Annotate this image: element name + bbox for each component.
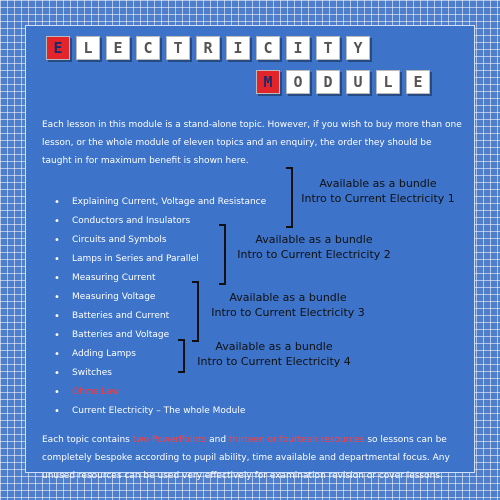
bundle-name: Intro to Current Electricity 3 <box>211 306 365 319</box>
topic-label: Measuring Voltage <box>72 292 156 302</box>
bullet-icon: • <box>54 292 60 303</box>
title-row-module <box>256 70 430 94</box>
title-letter: L <box>376 70 400 94</box>
intro-paragraph: Each lesson in this module is a stand-alone topic. However, if you wish to buy more than one lesson, or the whole module of eleven topics and an enquiry, the order they should be taught in for maximum benefit is shown here. <box>42 120 462 166</box>
bullet-icon: • <box>54 311 60 322</box>
title-letter: T <box>316 36 340 60</box>
topic-label: Batteries and Voltage <box>72 330 170 340</box>
list-item <box>50 212 266 231</box>
list-item <box>50 383 266 402</box>
bullet-icon: • <box>54 368 60 379</box>
content-panel <box>26 26 474 481</box>
title-letter: C <box>256 36 280 60</box>
bundle-available-text: Available as a bundle <box>255 233 373 246</box>
topic-label: Conductors and Insulators <box>72 216 191 226</box>
bullet-icon: • <box>54 349 60 360</box>
title-letter: O <box>286 70 310 94</box>
list-item <box>50 269 266 288</box>
title-letter: E <box>46 36 70 60</box>
bundle-label-1 <box>288 176 468 206</box>
bullet-icon: • <box>54 273 60 284</box>
topic-label: Explaining Current, Voltage and Resistance <box>72 197 267 207</box>
title-letter: I <box>226 36 250 60</box>
topic-label: Adding Lamps <box>72 349 136 359</box>
title-letter: E <box>406 70 430 94</box>
bundle-name: Intro to Current Electricity 2 <box>237 248 391 261</box>
bundle-name: Intro to Current Electricity 4 <box>197 355 351 368</box>
title-letter: R <box>196 36 220 60</box>
bullet-icon: • <box>54 406 60 417</box>
topic-label: Ohms Law <box>72 387 119 397</box>
topic-label: Lamps in Series and Parallel <box>72 254 199 264</box>
bundle-label-2 <box>224 232 404 262</box>
bundle-name: Intro to Current Electricity 1 <box>301 192 455 205</box>
title-letter: M <box>256 70 280 94</box>
title-letter: Y <box>346 36 370 60</box>
outro-text: so lessons can be completely bespoke according to pupil ability, time available and departmental focus. Any unused resources can be used very effectively for examination revision or cover lessons. <box>42 435 450 481</box>
title-letter: T <box>166 36 190 60</box>
title-letter: C <box>136 36 160 60</box>
outro-paragraph <box>42 431 462 485</box>
title-letter: L <box>76 36 100 60</box>
bullet-icon: • <box>54 197 60 208</box>
resources-highlight: thirteen or fourteen resources <box>228 435 365 445</box>
title-letter: E <box>106 36 130 60</box>
list-item <box>50 402 266 421</box>
title-row-electricity <box>46 36 370 60</box>
topic-label: Measuring Current <box>72 273 156 283</box>
bullet-icon: • <box>54 330 60 341</box>
powerpoints-highlight: two PowerPoints <box>132 435 207 445</box>
topic-label: Batteries and Current <box>72 311 170 321</box>
list-item <box>50 193 266 212</box>
bundle-available-text: Available as a bundle <box>319 177 437 190</box>
bundle-available-text: Available as a bundle <box>229 291 347 304</box>
title-letter: I <box>286 36 310 60</box>
bundle-available-text: Available as a bundle <box>215 340 333 353</box>
topic-label: Circuits and Symbols <box>72 235 167 245</box>
topic-label: Current Electricity – The whole Module <box>72 406 246 416</box>
outro-text: Each topic contains <box>42 435 133 445</box>
bullet-icon: • <box>54 254 60 265</box>
bullet-icon: • <box>54 216 60 227</box>
bundle-label-3 <box>198 290 378 320</box>
title-letter: U <box>346 70 370 94</box>
topic-label: Switches <box>72 368 112 378</box>
bundle-label-4 <box>184 339 364 369</box>
bullet-icon: • <box>54 235 60 246</box>
outro-text: and <box>206 435 229 445</box>
bullet-icon: • <box>54 387 60 398</box>
title-letter: D <box>316 70 340 94</box>
